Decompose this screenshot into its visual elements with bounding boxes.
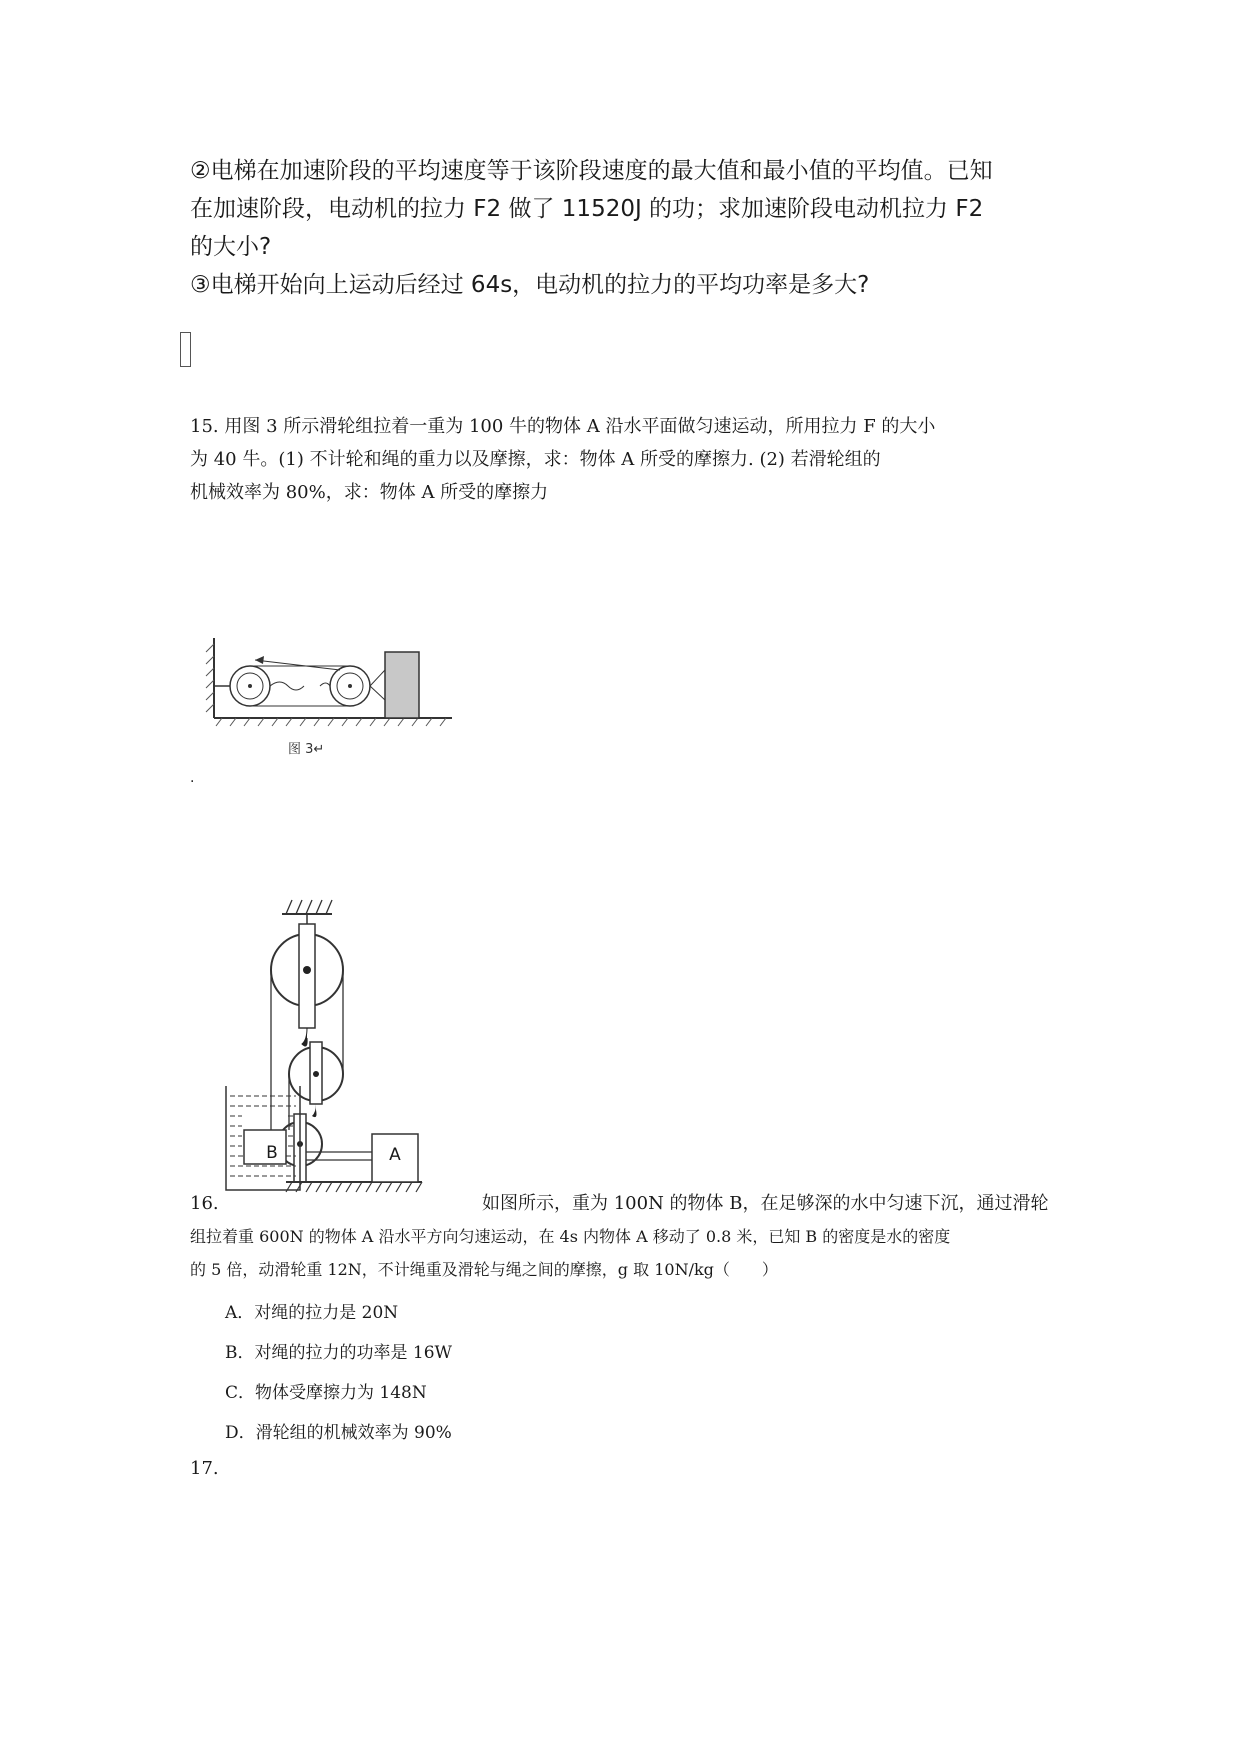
figure-3-pulley-diagram xyxy=(200,630,460,770)
q17-number: 17. xyxy=(190,1458,219,1479)
q16-line-3: 的 5 倍，动滑轮重 12N，不计绳重及滑轮与绳之间的摩擦，g 取 10N/kg（ ） xyxy=(190,1260,778,1279)
figure-3-caption: 图 3↵ xyxy=(288,742,325,757)
q15-line-3: 机械效率为 80%，求：物体 A 所受的摩擦力 xyxy=(190,482,549,503)
q16-option-b: B．对绳的拉力的功率是 16W xyxy=(225,1343,453,1363)
q14-line-3: 的大小? xyxy=(190,234,272,260)
trailing-dot: . xyxy=(190,770,195,786)
q16-line-2: 组拉着重 600N 的物体 A 沿水平方向匀速运动，在 4s 内物体 A 移动了 0.8 米，已知 B 的密度是水的密度 xyxy=(190,1227,951,1246)
q16-line-1: 如图所示，重为 100N 的物体 B，在足够深的水中匀速下沉，通过滑轮 xyxy=(482,1193,1049,1214)
q16-option-d: D．滑轮组的机械效率为 90% xyxy=(225,1423,452,1443)
empty-placeholder-box xyxy=(180,332,191,367)
q16-option-a: A．对绳的拉力是 20N xyxy=(225,1303,399,1323)
q15-line-2: 为 40 牛。(1) 不计轮和绳的重力以及摩擦，求：物体 A 所受的摩擦力. (2) 若滑轮组的 xyxy=(190,449,881,470)
q15-line-1: 15. 用图 3 所示滑轮组拉着一重为 100 牛的物体 A 沿水平面做匀速运动，所用拉力 F 的大小 xyxy=(190,416,936,437)
block-b-label: B xyxy=(266,1143,278,1163)
block-a-label: A xyxy=(389,1145,401,1165)
q14-line-2: 在加速阶段，电动机的拉力 F2 做了 11520J 的功；求加速阶段电动机拉力 F2 xyxy=(190,196,984,222)
q14-line-4: ③电梯开始向上运动后经过 64s，电动机的拉力的平均功率是多大? xyxy=(190,272,870,298)
q16-option-c: C．物体受摩擦力为 148N xyxy=(225,1383,427,1403)
q16-number: 16. xyxy=(190,1193,219,1214)
q14-line-1: ②电梯在加速阶段的平均速度等于该阶段速度的最大值和最小值的平均值。已知 xyxy=(190,158,993,184)
